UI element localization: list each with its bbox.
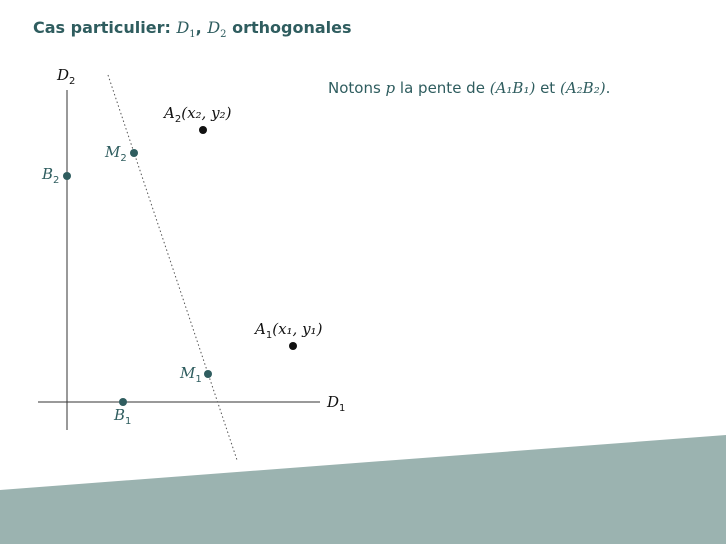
point-b2: [63, 172, 71, 180]
title-prefix: Cas particulier:: [33, 18, 177, 37]
note-join: et: [535, 79, 560, 97]
m1-label: $M_1$: [180, 364, 202, 385]
d1-axis-label: $D_1$: [327, 393, 346, 414]
footer-band: [0, 435, 726, 544]
title-separator: ,: [195, 18, 208, 37]
b1-label: $B_1$: [114, 406, 132, 427]
a1-label: $A_1(x_1$, y₁): [255, 320, 323, 341]
note-seg2: (A₂B₂): [559, 79, 606, 97]
point-a2: [199, 126, 207, 134]
a2-label: $A_2(x_2$, y₂): [164, 104, 232, 125]
point-m2: [130, 149, 138, 157]
title-d2: $D_2$: [207, 18, 227, 41]
point-a1: [289, 342, 297, 350]
m2-label: $M_2$: [105, 143, 127, 164]
note-end: .: [605, 79, 611, 97]
d2-axis-label: $D_2$: [57, 66, 76, 87]
b2-label: $B_2$: [42, 165, 60, 186]
note-var: p: [385, 79, 396, 97]
note-seg1: (A₁B₁): [489, 79, 536, 97]
point-b1: [119, 398, 127, 406]
title-d1: $D_1$: [176, 18, 196, 41]
title-suffix: orthogonales: [226, 18, 352, 37]
note-prefix: Notons: [328, 79, 386, 97]
note-middle: la pente de: [395, 79, 490, 97]
point-m1: [204, 370, 212, 378]
